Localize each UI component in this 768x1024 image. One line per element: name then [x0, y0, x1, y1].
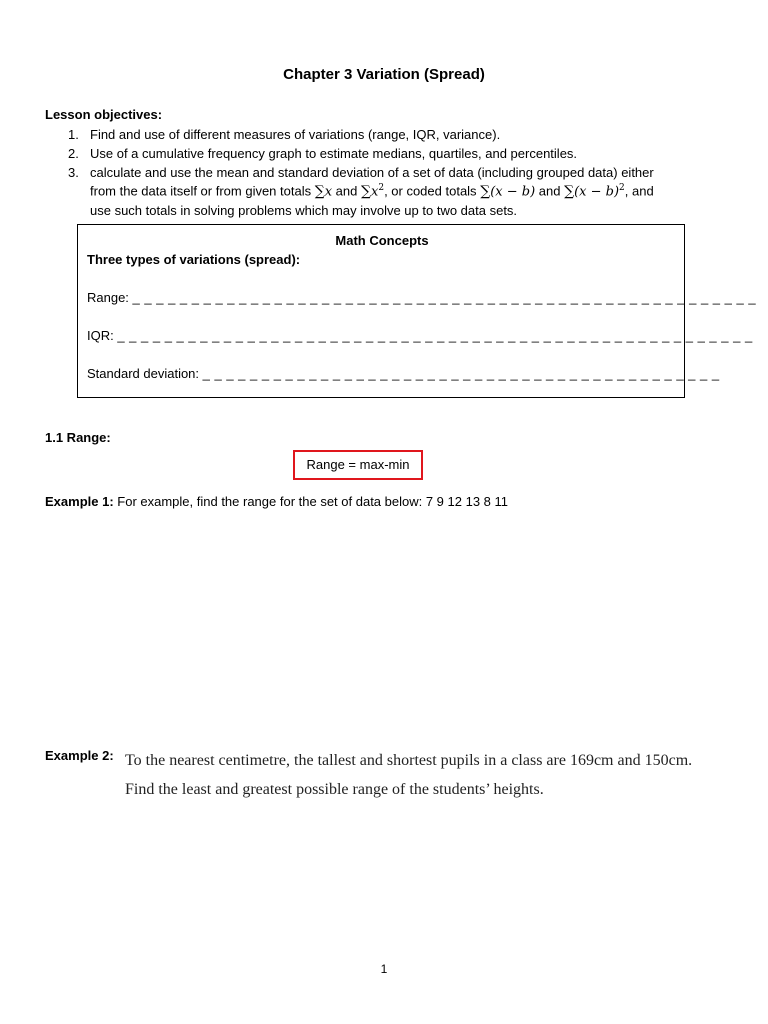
math-x-squared: x: [370, 184, 379, 200]
objective-text: from the data itself or from given totals: [90, 183, 315, 199]
sd-blank-line: [87, 366, 720, 381]
example-2-label: Example 2:: [45, 748, 114, 763]
objective-text: and: [332, 183, 361, 199]
page-title: Chapter 3 Variation (Spread): [283, 66, 485, 83]
sd-label: Standard deviation:: [87, 366, 203, 381]
iqr-answer-blank[interactable]: _ _ _ _ _ _ _ _ _ _ _ _ _ _ _ _ _ _ _ _ _ _ _ _ _ _ _ _ _ _ _ _ _ _ _ _ _ _ _ _ _ _ _ _ _ _ _ _ _ _ _ _ _ _: [117, 328, 753, 343]
objective-item-3-line-2: [90, 183, 654, 199]
superscript-two: 2: [619, 183, 625, 193]
objective-item-2: [68, 146, 577, 161]
example-2-line-1: To the nearest centimetre, the tallest and shortest pupils in a class are 169cm and 150cm.: [125, 752, 693, 769]
math-concepts-box: [77, 224, 757, 398]
objective-text: calculate and use the mean and standard deviation of a set of data (including grouped data) either: [90, 165, 654, 180]
range-blank-line: [87, 290, 756, 305]
example-2-line-2: Find the least and greatest possible range of the students’ heights.: [125, 781, 544, 798]
objective-text: and: [535, 183, 565, 199]
range-section-heading: 1.1 Range:: [45, 430, 111, 445]
objectives-heading: Lesson objectives:: [45, 107, 163, 122]
math-coded-total-squared: (x − b): [574, 184, 620, 200]
sum-symbol: ∑: [480, 183, 491, 200]
sum-symbol: ∑: [360, 183, 371, 200]
range-formula-box: Range = max-min: [293, 450, 423, 480]
objective-text: Use of a cumulative frequency graph to estimate medians, quartiles, and percentiles.: [90, 146, 578, 161]
objective-number: 3.: [68, 165, 79, 180]
superscript-two: 2: [378, 183, 385, 193]
math-concepts-title: Math Concepts: [335, 233, 429, 248]
example-1-label: Example 1:: [45, 494, 114, 509]
example-1-text: For example, find the range for the set of data below: 7 9 12 13 8 11: [113, 494, 508, 509]
sum-symbol: ∑: [314, 183, 325, 200]
objective-item-3: [68, 165, 654, 180]
objective-number: 2.: [68, 146, 79, 161]
objective-item-3-line-3: use such totals in solving problems which may involve up to two data sets.: [90, 203, 518, 218]
math-concepts-subtitle: Three types of variations (spread):: [87, 252, 301, 267]
example-1: [45, 494, 508, 509]
iqr-label: IQR:: [87, 328, 118, 343]
iqr-blank-line: [87, 328, 753, 343]
objective-item-1: [68, 127, 500, 142]
math-x: x: [324, 184, 333, 200]
sum-symbol: ∑: [564, 183, 575, 200]
sd-answer-blank[interactable]: _ _ _ _ _ _ _ _ _ _ _ _ _ _ _ _ _ _ _ _ _ _ _ _ _ _ _ _ _ _ _ _ _ _ _ _ _ _ _ _ _ _ _ _: [202, 366, 720, 381]
objective-number: 1.: [68, 127, 79, 142]
objective-text: , or coded totals: [384, 183, 481, 199]
objective-text: , and: [624, 183, 654, 199]
page-number: 1: [380, 962, 388, 976]
range-label: Range:: [87, 290, 133, 305]
range-answer-blank[interactable]: _ _ _ _ _ _ _ _ _ _ _ _ _ _ _ _ _ _ _ _ _ _ _ _ _ _ _ _ _ _ _ _ _ _ _ _ _ _ _ _ _ _ _ _ _ _ _ _ _ _ _ _ _: [132, 290, 757, 305]
objective-text: Find and use of different measures of variations (range, IQR, variance).: [90, 127, 501, 142]
math-coded-total: (x − b): [490, 184, 536, 200]
